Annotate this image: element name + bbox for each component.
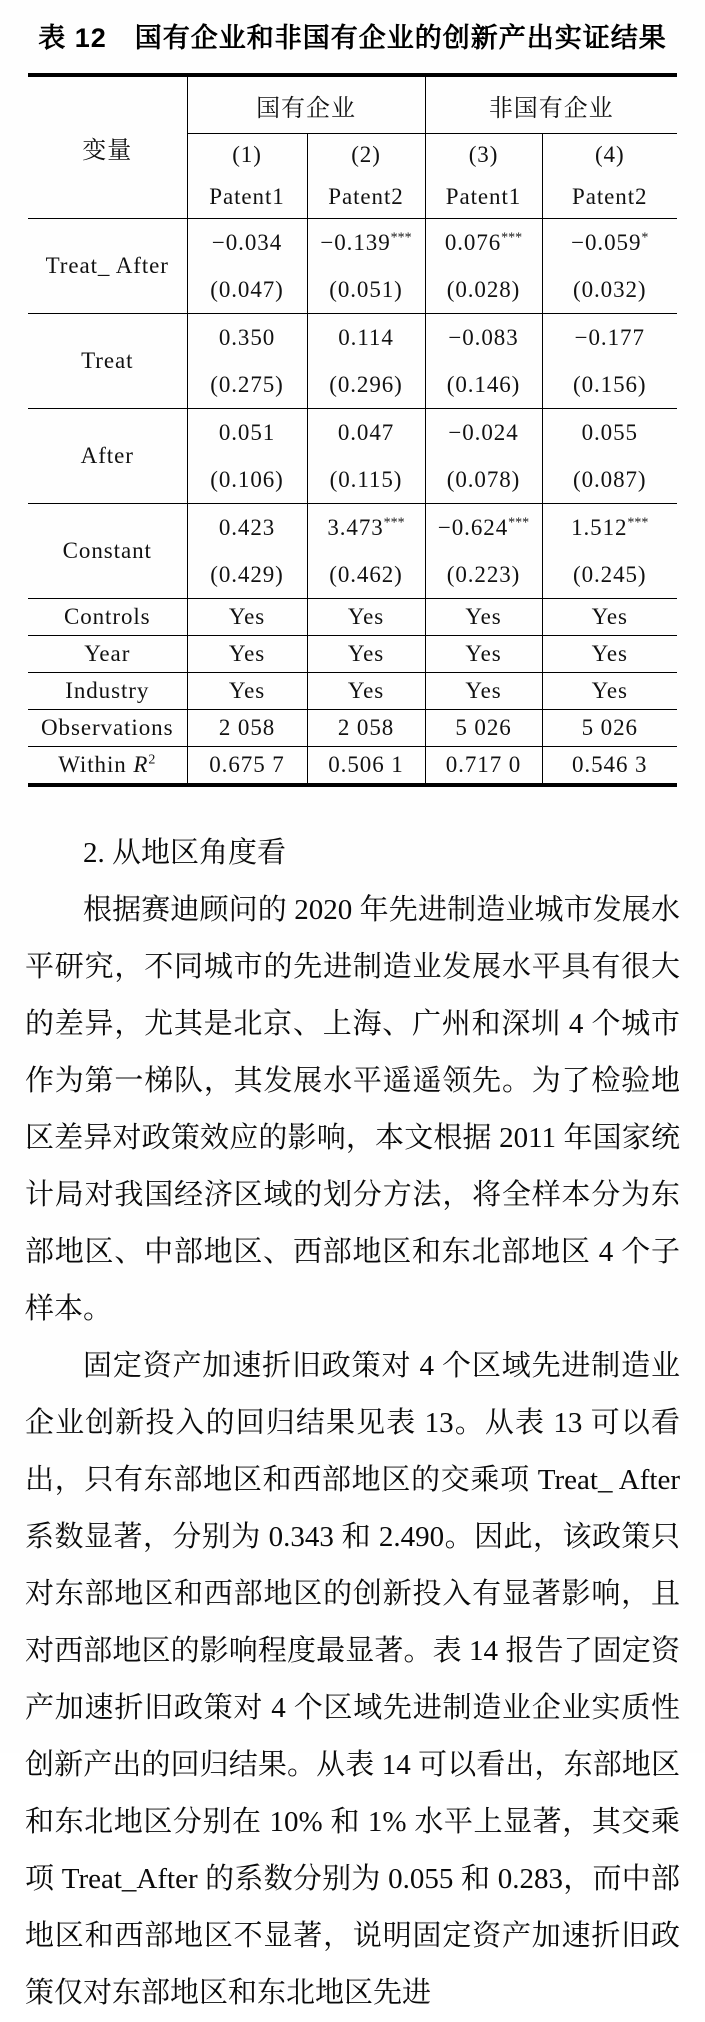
coefficient-value: −0.059* [571,230,649,255]
meta-value: Yes [542,673,677,710]
standard-error: (0.223) [446,562,521,587]
standard-error: (0.275) [210,372,284,397]
standard-error: (0.429) [210,562,284,587]
coefficient-cell [543,219,678,313]
table-row-treat [28,314,677,409]
table-row-treat-after [28,219,677,314]
coefficient-value: −0.034 [211,230,283,255]
coefficient-value: −0.177 [574,325,645,350]
standard-error: (0.087) [572,467,647,492]
meta-value: 0.506 1 [307,747,425,786]
row-label: Constant [28,504,187,599]
coefficient-cell [308,219,425,313]
group-header-row [28,75,677,134]
meta-value: 2 058 [187,710,307,747]
row-label: After [28,409,187,504]
table-row-within-r2 [28,747,677,786]
coefficient-value: −0.083 [448,325,519,350]
coefficient-value: 0.423 [218,515,276,540]
column-measure: Patent1 [187,176,307,219]
column-number: (3) [425,134,542,177]
meta-value: Yes [425,636,542,673]
standard-error: (0.115) [329,467,403,492]
coefficient-cell [188,219,307,313]
row-label: Within $R^2$ [28,747,187,786]
coefficient-value: 1.512*** [571,515,649,540]
coefficient-value: 0.350 [218,325,276,350]
meta-value: Yes [187,673,307,710]
standard-error: (0.156) [572,372,647,397]
paragraph-regression-discussion: 固定资产加速折旧政策对 4 个区域先进制造业企业创新投入的回归结果见表 13。从表 13 可以看出，只有东部地区和西部地区的交乘项 Treat_ After 系数显著，分别为 0.343 和 2.490。因此，该政策只对东部地区和西部地区的创新投入有显著影响，且对西部地区的影响程度最显著。表 14 报告了固定资产加速折旧政策对 4 个区域先进制造业企业实质性创新产出的回归结果。从表 14 可以看出，东部地区和东北地区分别在 10% 和 1% 水平上显著，其交乘项 Treat_After 的系数分别为 0.055 和 0.283，而中部地区和西部地区不显著，说明固定资产加速折旧政策仅对东部地区和东北地区先进 [25,1350,680,2009]
standard-error: (0.032) [572,277,647,302]
meta-value: 0.675 7 [187,747,307,786]
coefficient-value: 3.473*** [327,515,405,540]
column-number: (4) [542,134,677,177]
meta-value: Yes [542,599,677,636]
standard-error: (0.051) [329,277,403,302]
row-label: Industry [28,673,187,710]
significance-stars: *** [501,230,523,246]
significance-stars: * [641,230,649,246]
coefficient-cell [543,409,678,503]
r-superscript: 2 [148,752,157,768]
meta-value: 2 058 [307,710,425,747]
meta-value: 5 026 [425,710,542,747]
column-number: (1) [187,134,307,177]
coefficient-value: 0.076*** [444,230,523,255]
coefficient-cell [543,504,678,598]
coefficient-cell [188,409,307,503]
coefficient-cell [188,314,307,408]
meta-value: 0.717 0 [425,747,542,786]
coefficient-value: 0.114 [338,325,394,350]
table-row-after [28,409,677,504]
standard-error: (0.106) [210,467,284,492]
table-title: 表 12 国有企业和非国有企业的创新产出实证结果 [38,23,667,53]
coefficient-cell [426,504,542,598]
body-text [25,825,680,2022]
regression-results-table [28,73,677,787]
column-measure: Patent2 [307,176,425,219]
coefficient-cell [308,409,425,503]
standard-error: (0.078) [446,467,521,492]
meta-value: Yes [425,599,542,636]
standard-error: (0.047) [210,277,284,302]
row-label: Observations [28,710,187,747]
row-label: Treat_ After [28,219,187,314]
standard-error: (0.146) [446,372,521,397]
coefficient-cell [426,219,542,313]
row-label: Controls [28,599,187,636]
meta-value: Yes [307,599,425,636]
coefficient-cell [308,504,425,598]
coefficient-value: −0.139*** [320,230,412,255]
significance-stars: *** [627,515,649,531]
standard-error: (0.028) [446,277,521,302]
meta-value: Yes [187,636,307,673]
coefficient-value: 0.051 [218,420,276,445]
coefficient-cell [426,409,542,503]
variable-column-header: 变量 [28,75,187,219]
standard-error: (0.296) [329,372,403,397]
meta-value: Yes [425,673,542,710]
paragraph-region-analysis: 根据赛迪顾问的 2020 年先进制造业城市发展水平研究，不同城市的先进制造业发展水平具有很大的差异，尤其是北京、上海、广州和深圳 4 个城市作为第一梯队，其发展水平遥遥领先。为了检验地区差异对政策效应的影响，本文根据 2011 年国家统计局对我国经济区域的划分方法，将全样本分为东部地区、中部地区、西部地区和东北部地区 4 个子样本。 [25,894,680,1325]
table-row-constant [28,504,677,599]
column-number: (2) [307,134,425,177]
group-header-nonsoe: 非国有企业 [425,75,677,134]
meta-value: Yes [542,636,677,673]
standard-error: (0.462) [329,562,403,587]
table-row-year [28,636,677,673]
table-row-controls [28,599,677,636]
meta-value: 5 026 [542,710,677,747]
r-symbol: R [133,752,149,777]
group-header-soe: 国有企业 [187,75,425,134]
row-label: Treat [28,314,187,409]
meta-value: Yes [307,636,425,673]
significance-stars: *** [390,230,412,246]
meta-value: 0.546 3 [542,747,677,786]
coefficient-cell [308,314,425,408]
coefficient-value: −0.024 [448,420,519,445]
row-label: Year [28,636,187,673]
meta-value: Yes [187,599,307,636]
coefficient-value: 0.047 [337,420,395,445]
column-measure: Patent2 [542,176,677,219]
coefficient-cell [188,504,307,598]
column-measure: Patent1 [425,176,542,219]
coefficient-cell [426,314,542,408]
table-row-observations [28,710,677,747]
coefficient-value: 0.055 [581,420,638,445]
coefficient-cell [543,314,678,408]
coefficient-value: −0.624*** [437,515,530,540]
significance-stars: *** [383,515,405,531]
meta-value: Yes [307,673,425,710]
standard-error: (0.245) [572,562,647,587]
significance-stars: *** [508,515,530,531]
section-heading: 2. 从地区角度看 [83,837,287,869]
table-row-industry [28,673,677,710]
